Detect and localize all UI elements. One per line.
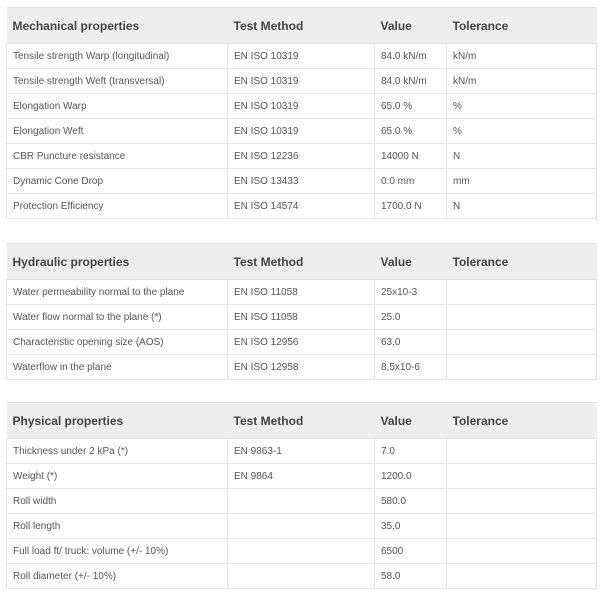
test-method-cell [228,514,375,539]
column-header-tolerance: Tolerance [447,403,597,439]
column-header-value: Value [375,403,447,439]
table-row [7,119,597,144]
table-row [7,280,597,305]
test-method-cell: EN ISO 13433 [228,169,375,194]
column-header-test-method: Test Method [228,8,375,44]
column-header-value: Value [375,8,447,44]
test-method-cell: EN ISO 14574 [228,194,375,219]
value-cell: 25.0 [375,305,447,330]
column-header-test-method: Test Method [228,403,375,439]
table-row [7,439,597,464]
table-row [7,44,597,69]
value-cell: 7.0 [375,439,447,464]
column-header-tolerance: Tolerance [447,244,597,280]
table-row [7,169,597,194]
property-cell: Tensile strength Warp (longitudinal) [7,44,228,69]
mechanical-properties-table [6,7,597,219]
test-method-cell: EN ISO 11058 [228,280,375,305]
value-cell: 58.0 [375,564,447,589]
property-cell: Elongation Warp [7,94,228,119]
physical-properties-table [6,402,597,589]
value-cell: 6500 [375,539,447,564]
test-method-cell: EN ISO 12958 [228,355,375,380]
test-method-cell: EN ISO 10319 [228,69,375,94]
property-cell: Water flow normal to the plane (*) [7,305,228,330]
property-cell: Full load ft/ truck: volume (+/- 10%) [7,539,228,564]
tolerance-cell: % [447,119,597,144]
property-cell: Characteristic opening size (AOS) [7,330,228,355]
table-header-row [7,403,597,439]
tolerance-cell [447,564,597,589]
value-cell: 84.0 kN/m [375,44,447,69]
table-row [7,564,597,589]
hydraulic-properties-table [6,243,597,380]
table-row [7,355,597,380]
tolerance-cell: kN/m [447,44,597,69]
property-cell: CBR Puncture resistance [7,144,228,169]
table-row [7,194,597,219]
value-cell: 63.0 [375,330,447,355]
table-row [7,464,597,489]
tolerance-cell: N [447,144,597,169]
value-cell: 1200.0 [375,464,447,489]
tolerance-cell [447,280,597,305]
value-cell: 65.0 % [375,119,447,144]
property-cell: Waterflow in the plane [7,355,228,380]
value-cell: 25x10-3 [375,280,447,305]
column-header-test-method: Test Method [228,244,375,280]
tolerance-cell [447,489,597,514]
value-cell: 84.0 kN/m [375,69,447,94]
test-method-cell: EN ISO 10319 [228,119,375,144]
tolerance-cell [447,539,597,564]
test-method-cell [228,539,375,564]
column-header-property: Hydraulic properties [7,244,228,280]
tolerance-cell [447,305,597,330]
column-header-property: Mechanical properties [7,8,228,44]
property-cell: Tensile strength Weft (transversal) [7,69,228,94]
column-header-property: Physical properties [7,403,228,439]
tolerance-cell: N [447,194,597,219]
property-cell: Roll width [7,489,228,514]
tolerance-cell [447,439,597,464]
test-method-cell: EN ISO 12236 [228,144,375,169]
table-row [7,94,597,119]
value-cell: 14000 N [375,144,447,169]
test-method-cell: EN ISO 11058 [228,305,375,330]
value-cell: 1700.0 N [375,194,447,219]
table-row [7,305,597,330]
column-header-tolerance: Tolerance [447,8,597,44]
test-method-cell: EN 9864 [228,464,375,489]
test-method-cell [228,489,375,514]
value-cell: 65.0 % [375,94,447,119]
test-method-cell: EN ISO 10319 [228,94,375,119]
table-row [7,489,597,514]
table-header-row [7,8,597,44]
tolerance-cell [447,355,597,380]
test-method-cell: EN ISO 10319 [228,44,375,69]
property-cell: Elongation Weft [7,119,228,144]
property-cell: Water permeability normal to the plane [7,280,228,305]
table-row [7,69,597,94]
property-cell: Weight (*) [7,464,228,489]
table-row [7,539,597,564]
tolerance-cell [447,330,597,355]
value-cell: 0.0 mm [375,169,447,194]
table-row [7,514,597,539]
column-header-value: Value [375,244,447,280]
test-method-cell: EN ISO 12956 [228,330,375,355]
property-cell: Roll diameter (+/- 10%) [7,564,228,589]
property-cell: Roll length [7,514,228,539]
property-cell: Protection Efficiency [7,194,228,219]
value-cell: 580.0 [375,489,447,514]
table-header-row [7,244,597,280]
property-cell: Dynamic Cone Drop [7,169,228,194]
value-cell: 35.0 [375,514,447,539]
tolerance-cell: % [447,94,597,119]
table-row [7,144,597,169]
tolerance-cell [447,514,597,539]
tolerance-cell: mm [447,169,597,194]
test-method-cell: EN 9863-1 [228,439,375,464]
tolerance-cell: kN/m [447,69,597,94]
value-cell: 8,5x10-6 [375,355,447,380]
table-row [7,330,597,355]
test-method-cell [228,564,375,589]
property-cell: Thickness under 2 kPa (*) [7,439,228,464]
tolerance-cell [447,464,597,489]
